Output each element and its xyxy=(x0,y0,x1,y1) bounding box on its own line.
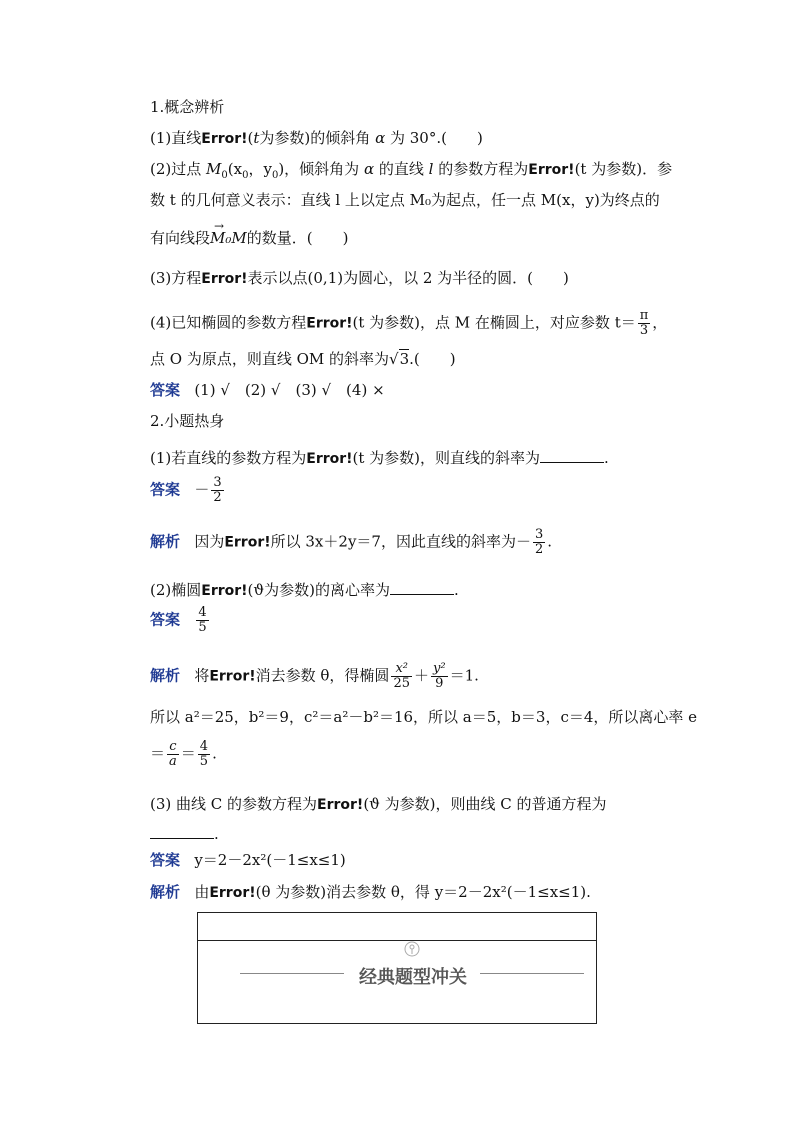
problem-2-explanation-line-3: ＝ $\frac{c}{a}$ ＝ $\frac{4}{5}$ . xyxy=(150,739,217,769)
section1-heading: 1.概念辨析 xyxy=(150,98,225,116)
answer-blank xyxy=(540,448,604,463)
question-2-line-3: 有向线段 → M₀M的数量．( ) xyxy=(150,219,349,247)
problem-1-answer: 答案 － $\frac{3}{2}$ xyxy=(150,475,222,505)
section1-answer: 答案 (1) √ (2) √ (3) √ (4) × xyxy=(150,381,385,399)
fraction-pi-over-3: $\frac{\pi}{3}$ xyxy=(639,308,649,338)
problem-3-question: (3) 曲线 C 的参数方程为Error!(ϑ 为参数)，则曲线 C 的普通方程为 xyxy=(150,795,607,813)
emblem-icon xyxy=(404,941,420,957)
banner-rule-right xyxy=(480,973,584,974)
problem-3-explanation: 解析 由Error!(θ 为参数)消去参数 θ，得 y＝2－2x²(－1≤x≤1). xyxy=(150,883,591,901)
section-banner xyxy=(197,912,597,1024)
answer-label: 答案 xyxy=(150,381,181,399)
question-3: (3)方程Error!表示以点(0,1)为圆心，以 2 为半径的圆．( ) xyxy=(150,269,569,287)
problem-2-question: (2)椭圆Error!(ϑ为参数)的离心率为 . xyxy=(150,581,459,599)
problem-1-question: (1)若直线的参数方程为Error!(t 为参数)，则直线的斜率为 . xyxy=(150,449,609,467)
problem-3-question-line-2: . xyxy=(150,824,219,844)
problem-1-explanation: 解析 因为Error!所以 3x＋2y＝7，因此直线的斜率为－ $\frac{3}{2}$ . xyxy=(150,527,553,557)
problem-2-answer: 答案 $\frac{4}{5}$ xyxy=(150,605,207,635)
question-4-line-1: (4)已知椭圆的参数方程Error!(t 为参数)，点 M 在椭圆上，对应参数 t＝ $\frac{\pi}{3}$ ， xyxy=(150,308,668,338)
answer-blank xyxy=(390,580,454,595)
question-2-line-1: (2)过点 $M_0(x_0$，$y_0$)，倾斜角为 α 的直线 l 的参数方程为Error!(t 为参数)．参 xyxy=(150,160,673,181)
section2-heading: 2.小题热身 xyxy=(150,412,225,430)
problem-3-answer: 答案 y＝2－2x²(－1≤x≤1) xyxy=(150,851,346,869)
question-1: (1)直线Error!(t为参数)的倾斜角 α 为 30°.( ) xyxy=(150,129,483,147)
problem-2-explanation-line-2: 所以 a²＝25，b²＝9，c²＝a²－b²＝16，所以 a＝5，b＝3，c＝4，所以离心率 e xyxy=(150,708,698,726)
question-4-line-2: 点 O 为原点，则直线 OM 的斜率为√3.( ) xyxy=(150,350,456,368)
answer-blank xyxy=(150,824,214,839)
banner-title: 经典题型冲关 xyxy=(359,967,467,988)
problem-2-explanation: 解析 将Error!消去参数 θ，得椭圆 $\frac{\text{x²}}{25}$ ＋ $\frac{\text{y²}}{9}$ ＝1. xyxy=(150,661,479,691)
question-2-line-2: 数 t 的几何意义表示：直线 l 上以定点 M₀为起点，任一点 M(x，y)为终点的 xyxy=(150,191,660,209)
banner-divider xyxy=(198,940,596,941)
banner-rule-left xyxy=(240,973,344,974)
